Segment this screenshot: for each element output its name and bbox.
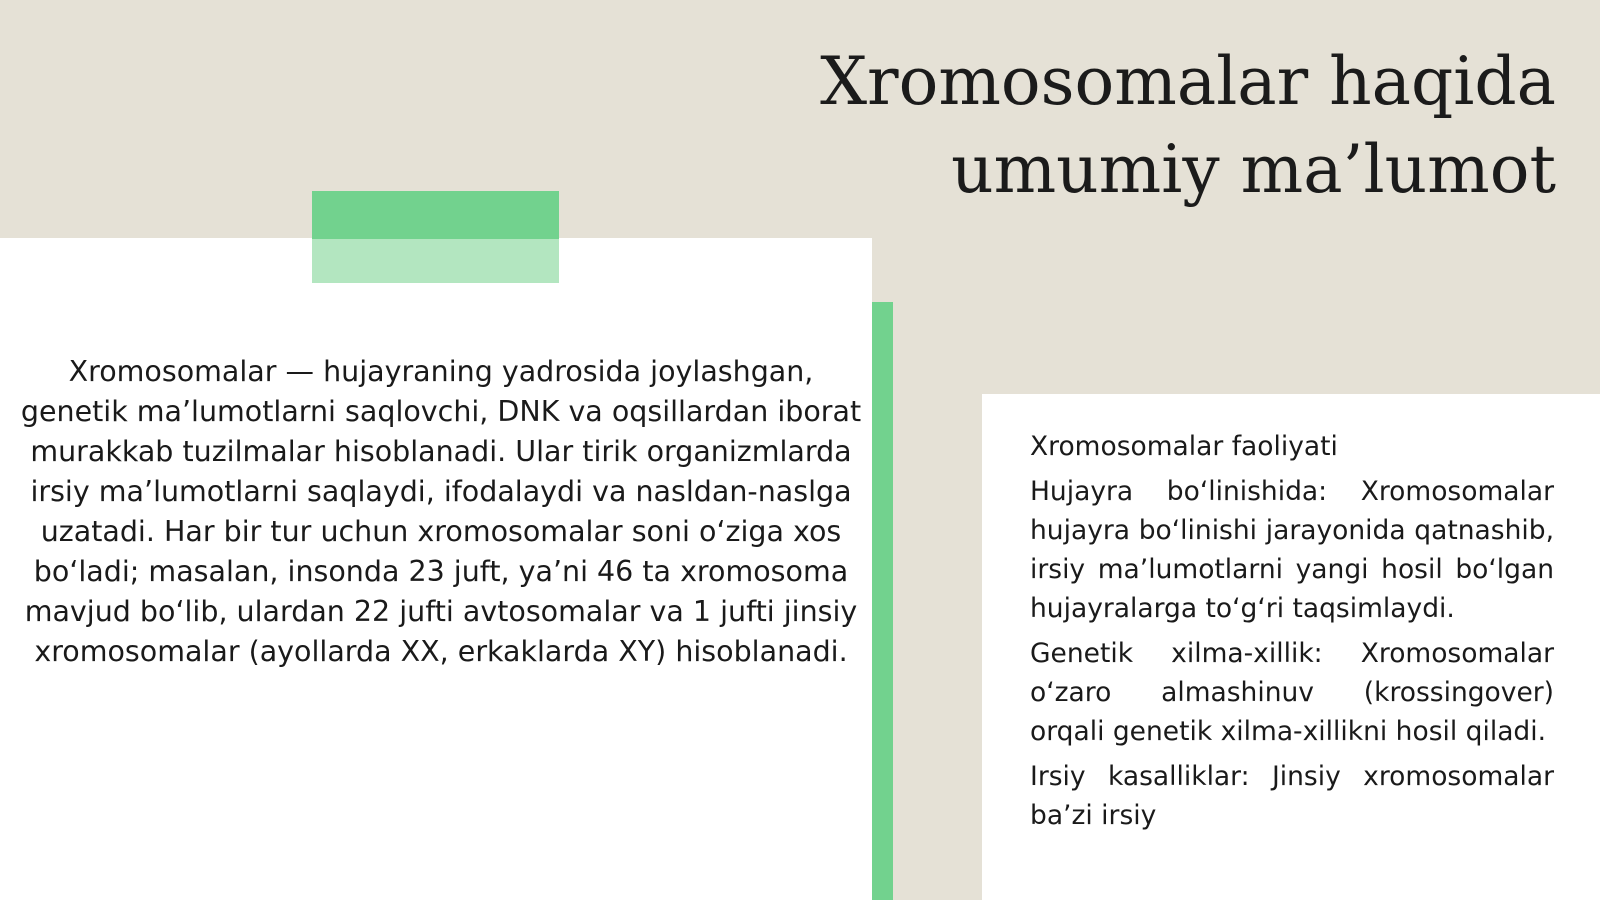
- decorative-tab-dark: [312, 191, 559, 239]
- slide-title-line-2: umumiy ma’lumot: [951, 131, 1556, 208]
- function-cell-division: Hujayra bo‘linishida: Xromosomalar hujayra bo‘linishi jarayonida qatnashib, irsiy ma’lumotlarni yangi hosil bo‘lgan hujayralarga to‘g‘ri taqsimlaydi.: [1030, 476, 1554, 624]
- intro-paragraph: Xromosomalar — hujayraning yadrosida joylashgan, genetik ma’lumotlarni saqlovchi, DNK va oqsillardan iborat murakkab tuzilmalar hisoblanadi. Ular tirik organizmlarda irsiy ma’lumotlarni saqlaydi, ifodalaydi va nasldan-naslga uzatadi. Har bir tur uchun xromosomalar soni o‘ziga xos bo‘ladi; masalan, insonda 23 juft, ya’ni 46 ta xromosoma mavjud bo‘lib, ulardan 22 jufti avtosomalar va 1 jufti jinsiy xromosomalar (ayollarda XX, erkaklarda XY) hisoblanadi.: [20, 355, 862, 668]
- slide-title: [796, 38, 1556, 214]
- function-hereditary-diseases: Irsiy kasalliklar: Jinsiy xromosomalar ba’zi irsiy: [1030, 761, 1554, 831]
- decorative-accent-bar: [872, 302, 893, 900]
- function-genetic-variation: Genetik xilma-xillik: Xromosomalar o‘zaro almashinuv (krossingover) orqali genetik xilma-xillikni hosil qiladi.: [1030, 638, 1554, 747]
- functions-section: [1030, 428, 1554, 841]
- slide-title-line-1: Xromosomalar haqida: [820, 43, 1556, 120]
- decorative-tab-light: [312, 239, 559, 283]
- functions-heading: Xromosomalar faoliyati: [1030, 431, 1338, 462]
